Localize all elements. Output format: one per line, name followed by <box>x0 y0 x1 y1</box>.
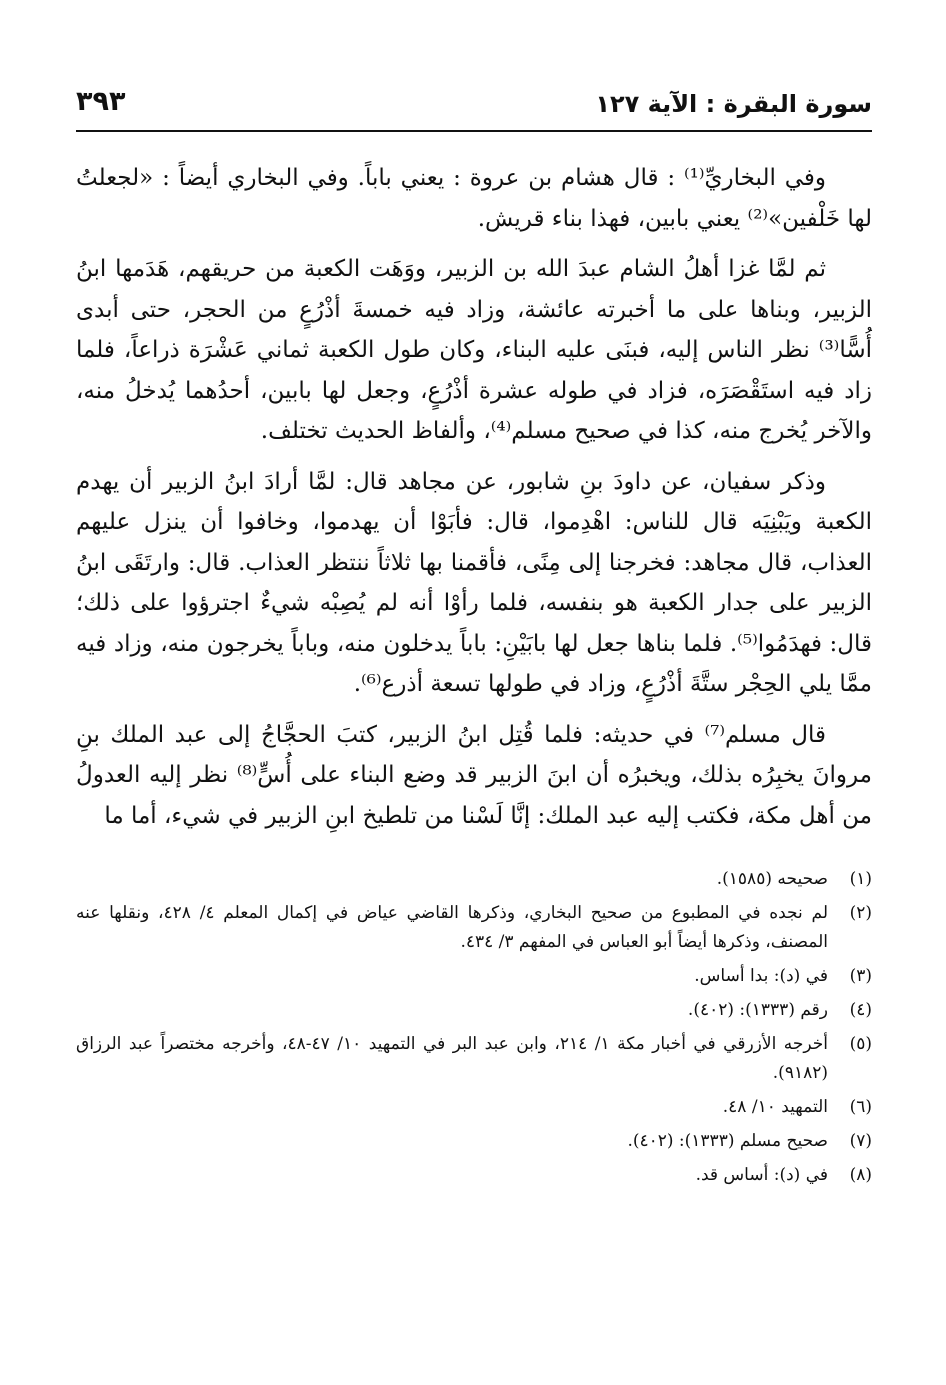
footnote-number: (٧) <box>849 1131 872 1151</box>
surah-verse-title: سورة البقرة : الآية ١٢٧ <box>595 90 872 118</box>
paragraph-4: قال مسلم⁽⁷⁾ في حديثه: فلما قُتِل ابنُ الزبير، كتبَ الحجَّاجُ إلى عبد الملك بنِ مروانَ يخبِرُه بذلك، ويخبرُه أن ابنَ الزبير قد وضع البناء على أُسٍّ⁽⁸⁾ نظر إليه العدولُ من أهل مكة، فكتب إليه عبد الملك: إنَّا لَسْنا من تلطيخ ابنِ الزبير في شيء، أما ما <box>76 721 872 829</box>
footnote-number: (٦) <box>849 1097 872 1117</box>
page-number: ٣٩٣ <box>76 86 126 117</box>
footnote <box>76 1127 872 1156</box>
footnote-text: صحيح مسلم (١٣٣٣): (٤٠٢). <box>627 1131 828 1151</box>
running-header <box>76 86 872 132</box>
paragraph-1: وفي البخاريِّ⁽¹⁾ : قال هشام بن عروة : يعني باباً. وفي البخاري أيضاً : «لجعلتُ لها خَلْفين»⁽²⁾ يعني بابين، فهذا بناء قريش. <box>76 165 872 232</box>
footnote <box>76 1161 872 1190</box>
footnote-text: صحيحه (١٥٨٥). <box>716 869 828 889</box>
footnote-text: رقم (١٣٣٣): (٤٠٢). <box>687 1000 828 1020</box>
footnote-number: (١) <box>849 869 872 889</box>
footnote-number: (٨) <box>849 1165 872 1185</box>
footnote-number: (٤) <box>849 1000 872 1020</box>
footnote-number: (٥) <box>849 1034 872 1054</box>
paragraph-2: ثم لمَّا غزا أهلُ الشام عبدَ الله بن الزبير، ووَهَت الكعبة من حريقهم، هَدَمها ابنُ الزبير، وبناها على ما أخبرته عائشة، وزاد فيه خمسةَ أذْرُعٍ من الحجر، حتى أبدى أُسًّا⁽³⁾ نظر الناس إليه، فبنَى عليه البناء، وكان طول الكعبة ثماني عَشْرَة ذراعاً، فلما زاد فيه استَقْصَرَه، فزاد في طوله عشرة أذْرُعٍ، وجعل لها بابين، أحدُهما يُدخلُ منه، والآخر يُخرج منه، كذا في صحيح مسلم⁽⁴⁾، وألفاظ الحديث تختلف. <box>76 256 872 444</box>
main-text <box>76 158 872 836</box>
footnote-text: لم نجده في المطبوع من صحيح البخاري، وذكرها القاضي عياض في إكمال المعلم ٤/ ٤٢٨، ونقلها عنه المصنف، وذكرها أيضاً أبو العباس في المفهم ٣/ ٤٣٤. <box>76 903 828 952</box>
footnote-number: (٣) <box>849 966 872 986</box>
footnote <box>76 1093 872 1122</box>
footnote <box>76 1030 872 1088</box>
footnote-text: أخرجه الأزرقي في أخبار مكة ١/ ٢١٤، وابن عبد البر في التمهيد ١٠/ ٤٧-٤٨، وأخرجه مختصراً عبد الرزاق (٩١٨٢). <box>76 1034 829 1083</box>
footnote-text: التمهيد ١٠/ ٤٨. <box>722 1097 828 1117</box>
footnotes <box>76 865 872 1190</box>
footnote-text: في (د): بدا أساس. <box>694 966 828 986</box>
footnote <box>76 962 872 991</box>
paragraph-3: وذكر سفيان، عن داودَ بنِ شابور، عن مجاهد قال: لمَّا أرادَ ابنُ الزبير أن يهدم الكعبة ويَبْنِيَه قال للناس: اهْدِموا، قال: فأبَوْا أن يهدموا، وخافوا أن ينزل عليهم العذاب، قال مجاهد: فخرجنا إلى مِنًى، فأقمنا بها ثلاثاً ننتظر العذاب. قال: وارتَقَى ابنُ الزبير على جدار الكعبة هو بنفسه، فلما رأوْا أنه لم يُصِبْه شيءٌ اجترؤوا على ذلك؛ قال: فهدَمُوا⁽⁵⁾. فلما بناها جعل لها بابَيْنِ: باباً يدخلون منه، وباباً يخرجون منه، وزاد فيه ممَّا يلي الحِجْر ستَّةَ أذْرُعٍ، وزاد في طولها تسعة أذرع⁽⁶⁾. <box>76 468 873 697</box>
footnote-text: في (د): أساس قد. <box>695 1165 828 1185</box>
footnote <box>76 899 872 957</box>
footnote <box>76 865 872 894</box>
footnote <box>76 996 872 1025</box>
book-page <box>76 86 872 1195</box>
footnote-number: (٢) <box>849 903 872 923</box>
